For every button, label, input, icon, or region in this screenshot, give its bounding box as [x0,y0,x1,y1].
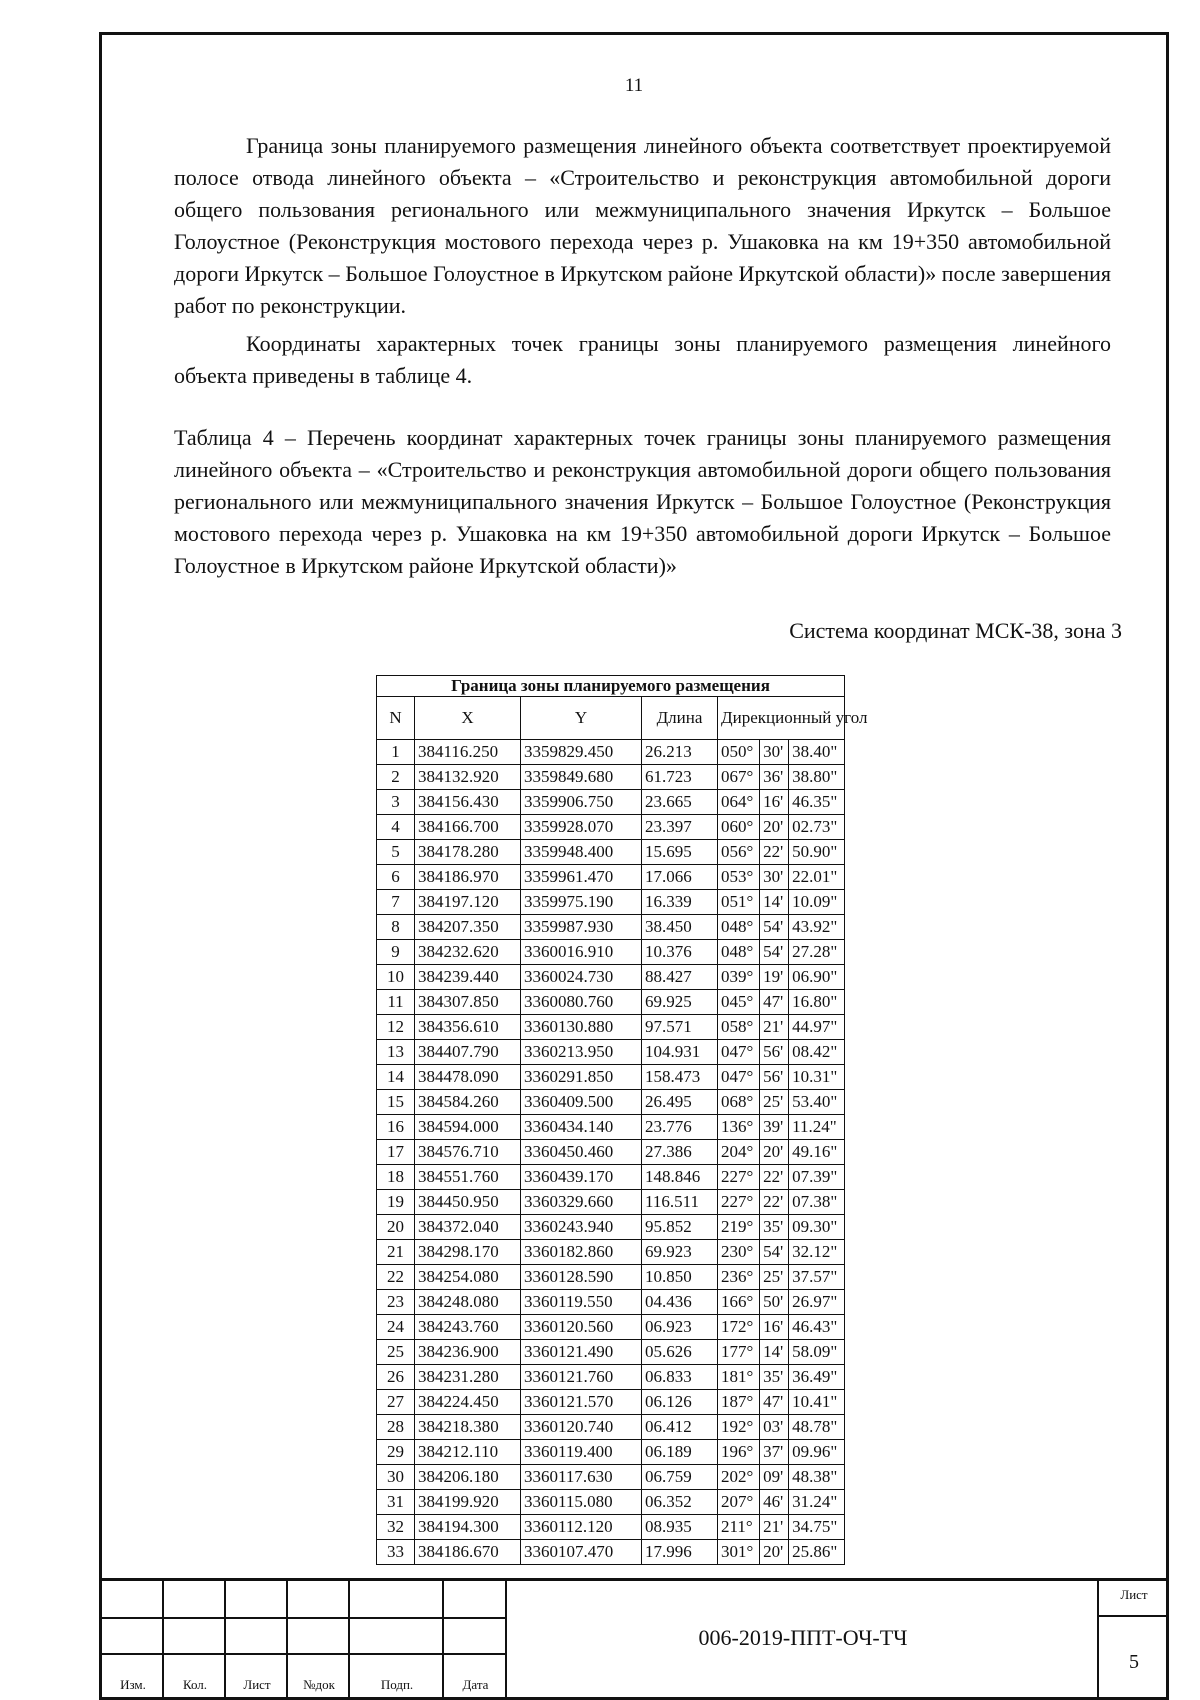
cell-seconds: 36.49" [789,1365,845,1390]
cell-seconds: 10.31" [789,1065,845,1090]
sheet-number: 5 [1129,1651,1139,1673]
cell-seconds: 27.28" [789,940,845,965]
cell-length: 08.935 [642,1515,718,1540]
cell-x-coord: 384248.080 [415,1290,521,1315]
label-data: Дата [462,1677,489,1692]
cell-degrees: 048° [718,940,760,965]
cell-length: 23.397 [642,815,718,840]
table-row [377,890,845,915]
cell-seconds: 07.39" [789,1165,845,1190]
cell-y-coord: 3360119.400 [521,1440,642,1465]
label-ndok: №док [303,1677,335,1692]
cell-point-number: 3 [377,790,415,815]
header-x: X [415,697,521,740]
cell-y-coord: 3360329.660 [521,1190,642,1215]
cell-degrees: 227° [718,1190,760,1215]
label-izm: Изм. [120,1677,146,1692]
cell-length: 97.571 [642,1015,718,1040]
cell-seconds: 38.40" [789,740,845,765]
cell-y-coord: 3360024.730 [521,965,642,990]
cell-minutes: 47' [760,990,789,1015]
cell-y-coord: 3360450.460 [521,1140,642,1165]
cell-degrees: 204° [718,1140,760,1165]
table-row [377,1115,845,1140]
cell-length: 26.495 [642,1090,718,1115]
cell-degrees: 048° [718,915,760,940]
cell-seconds: 53.40" [789,1090,845,1115]
cell-minutes: 56' [760,1065,789,1090]
cell-length: 26.213 [642,740,718,765]
cell-minutes: 54' [760,915,789,940]
cell-minutes: 35' [760,1365,789,1390]
stamp-row-line [102,1617,507,1619]
table-row [377,1240,845,1265]
cell-y-coord: 3360121.760 [521,1365,642,1390]
cell-minutes: 30' [760,740,789,765]
cell-x-coord: 384186.970 [415,865,521,890]
cell-point-number: 5 [377,840,415,865]
cell-minutes: 36' [760,765,789,790]
cell-degrees: 192° [718,1415,760,1440]
cell-seconds: 49.16" [789,1140,845,1165]
cell-point-number: 11 [377,990,415,1015]
cell-point-number: 22 [377,1265,415,1290]
cell-seconds: 16.80" [789,990,845,1015]
cell-degrees: 301° [718,1540,760,1565]
cell-point-number: 20 [377,1215,415,1240]
cell-y-coord: 3360120.740 [521,1415,642,1440]
cell-degrees: 202° [718,1465,760,1490]
cell-minutes: 19' [760,965,789,990]
cell-length: 148.846 [642,1165,718,1190]
cell-point-number: 8 [377,915,415,940]
cell-point-number: 18 [377,1165,415,1190]
table-title-text: Таблица 4 – Перечень координат характерных точек границы зоны планируемого размещения линейного объекта – «Строительство и реконструкция автомобильной дороги общего пользования регионального или межмуниципального значения Иркутск – Большое Голоустное (Реконструкция мостового перехода через р. Ушаковка на км 19+350 автомобильной дороги Иркутск – Большое Голоустное в Иркутском районе Иркутской области)» [174,425,1111,578]
cell-x-coord: 384478.090 [415,1065,521,1090]
cell-x-coord: 384551.760 [415,1165,521,1190]
cell-seconds: 46.43" [789,1315,845,1340]
cell-degrees: 230° [718,1240,760,1265]
cell-degrees: 047° [718,1065,760,1090]
cell-y-coord: 3360409.500 [521,1090,642,1115]
cell-minutes: 20' [760,1540,789,1565]
cell-minutes: 20' [760,1140,789,1165]
cell-y-coord: 3359987.930 [521,915,642,940]
cell-point-number: 4 [377,815,415,840]
cell-x-coord: 384199.920 [415,1490,521,1515]
cell-degrees: 068° [718,1090,760,1115]
cell-x-coord: 384254.080 [415,1265,521,1290]
cell-seconds: 25.86" [789,1540,845,1565]
cell-point-number: 30 [377,1465,415,1490]
label-podp: Подп. [380,1677,414,1692]
cell-point-number: 16 [377,1115,415,1140]
stamp-row-line [102,1653,507,1655]
table-row [377,940,845,965]
cell-point-number: 9 [377,940,415,965]
cell-length: 06.759 [642,1465,718,1490]
cell-degrees: 236° [718,1265,760,1290]
cell-minutes: 16' [760,790,789,815]
page-number: 11 [624,75,644,96]
cell-seconds: 48.78" [789,1415,845,1440]
cell-y-coord: 3359948.400 [521,840,642,865]
cell-degrees: 227° [718,1165,760,1190]
paragraph-1-text: Граница зоны планируемого размещения линейного объекта соответствует проектируемой полосе отвода линейного объекта – «Строительство и реконструкция автомобильной дороги общего пользования регионального или межмуниципального значения Иркутск – Большое Голоустное (Реконструкция мостового перехода через р. Ушаковка на км 19+350 автомобильной дороги Иркутск – Большое Голоустное в Иркутском районе Иркутской области)» после завершения работ по реконструкции. [174,133,1111,318]
cell-y-coord: 3360182.860 [521,1240,642,1265]
table-row [377,1190,845,1215]
cell-degrees: 039° [718,965,760,990]
cell-y-coord: 3360016.910 [521,940,642,965]
cell-point-number: 12 [377,1015,415,1040]
cell-x-coord: 384594.000 [415,1115,521,1140]
cell-y-coord: 3359906.750 [521,790,642,815]
cell-degrees: 211° [718,1515,760,1540]
cell-x-coord: 384356.610 [415,1015,521,1040]
cell-point-number: 29 [377,1440,415,1465]
cell-minutes: 16' [760,1315,789,1340]
table-row [377,1290,845,1315]
table-row [377,740,845,765]
cell-x-coord: 384231.280 [415,1365,521,1390]
cell-degrees: 047° [718,1040,760,1065]
label-list: Лист [243,1677,271,1692]
cell-seconds: 22.01" [789,865,845,890]
header-direction [718,697,868,740]
cell-point-number: 17 [377,1140,415,1165]
table-row [377,1340,845,1365]
cell-minutes: 46' [760,1490,789,1515]
header-n: N [377,697,415,740]
table-row [377,1065,845,1090]
cell-y-coord: 3359849.680 [521,765,642,790]
cell-degrees: 045° [718,990,760,1015]
cell-minutes: 22' [760,840,789,865]
cell-x-coord: 384239.440 [415,965,521,990]
label-kol: Кол. [182,1677,208,1692]
cell-length: 06.833 [642,1365,718,1390]
cell-x-coord: 384236.900 [415,1340,521,1365]
cell-seconds: 50.90" [789,840,845,865]
cell-point-number: 10 [377,965,415,990]
cell-x-coord: 384116.250 [415,740,521,765]
cell-point-number: 28 [377,1415,415,1440]
cell-degrees: 064° [718,790,760,815]
cell-x-coord: 384156.430 [415,790,521,815]
table-title [174,422,1111,582]
coordinate-system: Система координат МСК-38, зона 3 [789,618,1122,643]
cell-y-coord: 3360434.140 [521,1115,642,1140]
cell-point-number: 15 [377,1090,415,1115]
cell-length: 116.511 [642,1190,718,1215]
cell-length: 04.436 [642,1290,718,1315]
cell-length: 06.412 [642,1415,718,1440]
cell-x-coord: 384197.120 [415,890,521,915]
cell-seconds: 10.41" [789,1390,845,1415]
cell-degrees: 207° [718,1490,760,1515]
table-row [377,915,845,940]
cell-degrees: 051° [718,890,760,915]
table-row [377,1515,845,1540]
table-row [377,815,845,840]
cell-x-coord: 384407.790 [415,1040,521,1065]
cell-minutes: 37' [760,1440,789,1465]
cell-length: 17.996 [642,1540,718,1565]
cell-x-coord: 384218.380 [415,1415,521,1440]
cell-y-coord: 3359961.470 [521,865,642,890]
cell-length: 104.931 [642,1040,718,1065]
table-row [377,765,845,790]
cell-degrees: 196° [718,1440,760,1465]
cell-point-number: 25 [377,1340,415,1365]
cell-minutes: 20' [760,815,789,840]
cell-length: 16.339 [642,890,718,915]
coordinates-table [376,675,868,1565]
cell-length: 10.850 [642,1265,718,1290]
cell-x-coord: 384212.110 [415,1440,521,1465]
table-row [377,1390,845,1415]
cell-point-number: 6 [377,865,415,890]
cell-x-coord: 384166.700 [415,815,521,840]
cell-minutes: 14' [760,890,789,915]
cell-length: 15.695 [642,840,718,865]
cell-x-coord: 384298.170 [415,1240,521,1265]
cell-seconds: 06.90" [789,965,845,990]
cell-point-number: 21 [377,1240,415,1265]
cell-y-coord: 3360112.120 [521,1515,642,1540]
cell-y-coord: 3360117.630 [521,1465,642,1490]
cell-degrees: 136° [718,1115,760,1140]
cell-y-coord: 3360120.560 [521,1315,642,1340]
cell-y-coord: 3360121.490 [521,1340,642,1365]
cell-minutes: 22' [760,1190,789,1215]
table-row [377,865,845,890]
cell-length: 06.352 [642,1490,718,1515]
cell-point-number: 26 [377,1365,415,1390]
table-row [377,1215,845,1240]
cell-x-coord: 384224.450 [415,1390,521,1415]
table-row [377,1365,845,1390]
cell-seconds: 43.92" [789,915,845,940]
cell-length: 69.925 [642,990,718,1015]
cell-x-coord: 384186.670 [415,1540,521,1565]
cell-degrees: 219° [718,1215,760,1240]
table-row [377,1465,845,1490]
cell-length: 06.126 [642,1390,718,1415]
cell-length: 05.626 [642,1340,718,1365]
cell-degrees: 067° [718,765,760,790]
cell-seconds: 48.38" [789,1465,845,1490]
cell-minutes: 25' [760,1090,789,1115]
cell-y-coord: 3360107.470 [521,1540,642,1565]
cell-length: 158.473 [642,1065,718,1090]
cell-minutes: 09' [760,1465,789,1490]
cell-degrees: 053° [718,865,760,890]
cell-y-coord: 3360128.590 [521,1265,642,1290]
table-row [377,990,845,1015]
cell-length: 27.386 [642,1140,718,1165]
cell-length: 95.852 [642,1215,718,1240]
table-row [377,790,845,815]
cell-seconds: 09.30" [789,1215,845,1240]
cell-degrees: 056° [718,840,760,865]
cell-x-coord: 384372.040 [415,1215,521,1240]
cell-degrees: 177° [718,1340,760,1365]
cell-length: 06.189 [642,1440,718,1465]
cell-length: 38.450 [642,915,718,940]
cell-x-coord: 384232.620 [415,940,521,965]
cell-degrees: 166° [718,1290,760,1315]
table-row [377,1490,845,1515]
cell-degrees: 060° [718,815,760,840]
cell-seconds: 38.80" [789,765,845,790]
table-row [377,1540,845,1565]
table-row [377,1315,845,1340]
cell-x-coord: 384132.920 [415,765,521,790]
cell-degrees: 058° [718,1015,760,1040]
cell-y-coord: 3360439.170 [521,1165,642,1190]
cell-seconds: 31.24" [789,1490,845,1515]
cell-y-coord: 3360243.940 [521,1215,642,1240]
header-length: Длина [642,697,718,740]
cell-minutes: 03' [760,1415,789,1440]
cell-degrees: 050° [718,740,760,765]
document-code: 006-2019-ППТ-ОЧ-ТЧ [698,1625,908,1650]
cell-seconds: 32.12" [789,1240,845,1265]
header-y: Y [521,697,642,740]
table-row [377,1090,845,1115]
cell-x-coord: 384576.710 [415,1140,521,1165]
table-caption: Граница зоны планируемого размещения [377,676,845,697]
cell-point-number: 32 [377,1515,415,1540]
table-row [377,1140,845,1165]
cell-seconds: 58.09" [789,1340,845,1365]
sheet-divider [1099,1615,1169,1617]
cell-x-coord: 384243.760 [415,1315,521,1340]
cell-y-coord: 3360119.550 [521,1290,642,1315]
cell-point-number: 2 [377,765,415,790]
cell-seconds: 34.75" [789,1515,845,1540]
cell-x-coord: 384584.260 [415,1090,521,1115]
cell-point-number: 31 [377,1490,415,1515]
cell-x-coord: 384194.300 [415,1515,521,1540]
cell-x-coord: 384307.850 [415,990,521,1015]
cell-point-number: 13 [377,1040,415,1065]
cell-seconds: 02.73" [789,815,845,840]
cell-y-coord: 3360213.950 [521,1040,642,1065]
cell-length: 10.376 [642,940,718,965]
cell-minutes: 25' [760,1265,789,1290]
cell-length: 06.923 [642,1315,718,1340]
cell-minutes: 54' [760,940,789,965]
page-frame [99,32,1169,1700]
cell-minutes: 50' [760,1290,789,1315]
cell-length: 23.776 [642,1115,718,1140]
cell-minutes: 21' [760,1515,789,1540]
title-block [102,1578,1169,1697]
cell-length: 88.427 [642,965,718,990]
table-row [377,1440,845,1465]
cell-seconds: 46.35" [789,790,845,815]
table-row [377,1415,845,1440]
paragraph-1 [174,130,1111,322]
sheet-label: Лист [1120,1587,1148,1602]
cell-y-coord: 3360291.850 [521,1065,642,1090]
cell-point-number: 27 [377,1390,415,1415]
table-row [377,1165,845,1190]
cell-y-coord: 3359928.070 [521,815,642,840]
cell-point-number: 33 [377,1540,415,1565]
cell-minutes: 21' [760,1015,789,1040]
cell-point-number: 1 [377,740,415,765]
cell-minutes: 56' [760,1040,789,1065]
cell-y-coord: 3360115.080 [521,1490,642,1515]
cell-minutes: 54' [760,1240,789,1265]
table-body [377,740,845,1565]
cell-y-coord: 3359829.450 [521,740,642,765]
cell-minutes: 14' [760,1340,789,1365]
cell-point-number: 19 [377,1190,415,1215]
cell-degrees: 187° [718,1390,760,1415]
cell-seconds: 10.09" [789,890,845,915]
cell-minutes: 35' [760,1215,789,1240]
cell-degrees: 172° [718,1315,760,1340]
cell-x-coord: 384178.280 [415,840,521,865]
cell-seconds: 09.96" [789,1440,845,1465]
cell-minutes: 30' [760,865,789,890]
table-row [377,1040,845,1065]
table-row [377,1015,845,1040]
table-row [377,1265,845,1290]
cell-seconds: 26.97" [789,1290,845,1315]
cell-length: 69.923 [642,1240,718,1265]
cell-length: 23.665 [642,790,718,815]
cell-x-coord: 384450.950 [415,1190,521,1215]
table-row [377,965,845,990]
cell-y-coord: 3360130.880 [521,1015,642,1040]
cell-point-number: 7 [377,890,415,915]
cell-degrees: 181° [718,1365,760,1390]
cell-point-number: 14 [377,1065,415,1090]
paragraph-2 [174,328,1111,392]
cell-seconds: 07.38" [789,1190,845,1215]
header-direction-text: Дирекционный угол [721,708,868,727]
cell-seconds: 11.24" [789,1115,845,1140]
cell-minutes: 22' [760,1165,789,1190]
cell-y-coord: 3360080.760 [521,990,642,1015]
cell-length: 17.066 [642,865,718,890]
cell-minutes: 39' [760,1115,789,1140]
cell-y-coord: 3360121.570 [521,1390,642,1415]
cell-seconds: 08.42" [789,1040,845,1065]
cell-x-coord: 384206.180 [415,1465,521,1490]
cell-point-number: 23 [377,1290,415,1315]
paragraph-2-text: Координаты характерных точек границы зоны планируемого размещения линейного объекта приведены в таблице 4. [174,331,1111,388]
table-row [377,840,845,865]
cell-seconds: 37.57" [789,1265,845,1290]
cell-length: 61.723 [642,765,718,790]
cell-point-number: 24 [377,1315,415,1340]
cell-y-coord: 3359975.190 [521,890,642,915]
cell-seconds: 44.97" [789,1015,845,1040]
cell-minutes: 47' [760,1390,789,1415]
cell-x-coord: 384207.350 [415,915,521,940]
